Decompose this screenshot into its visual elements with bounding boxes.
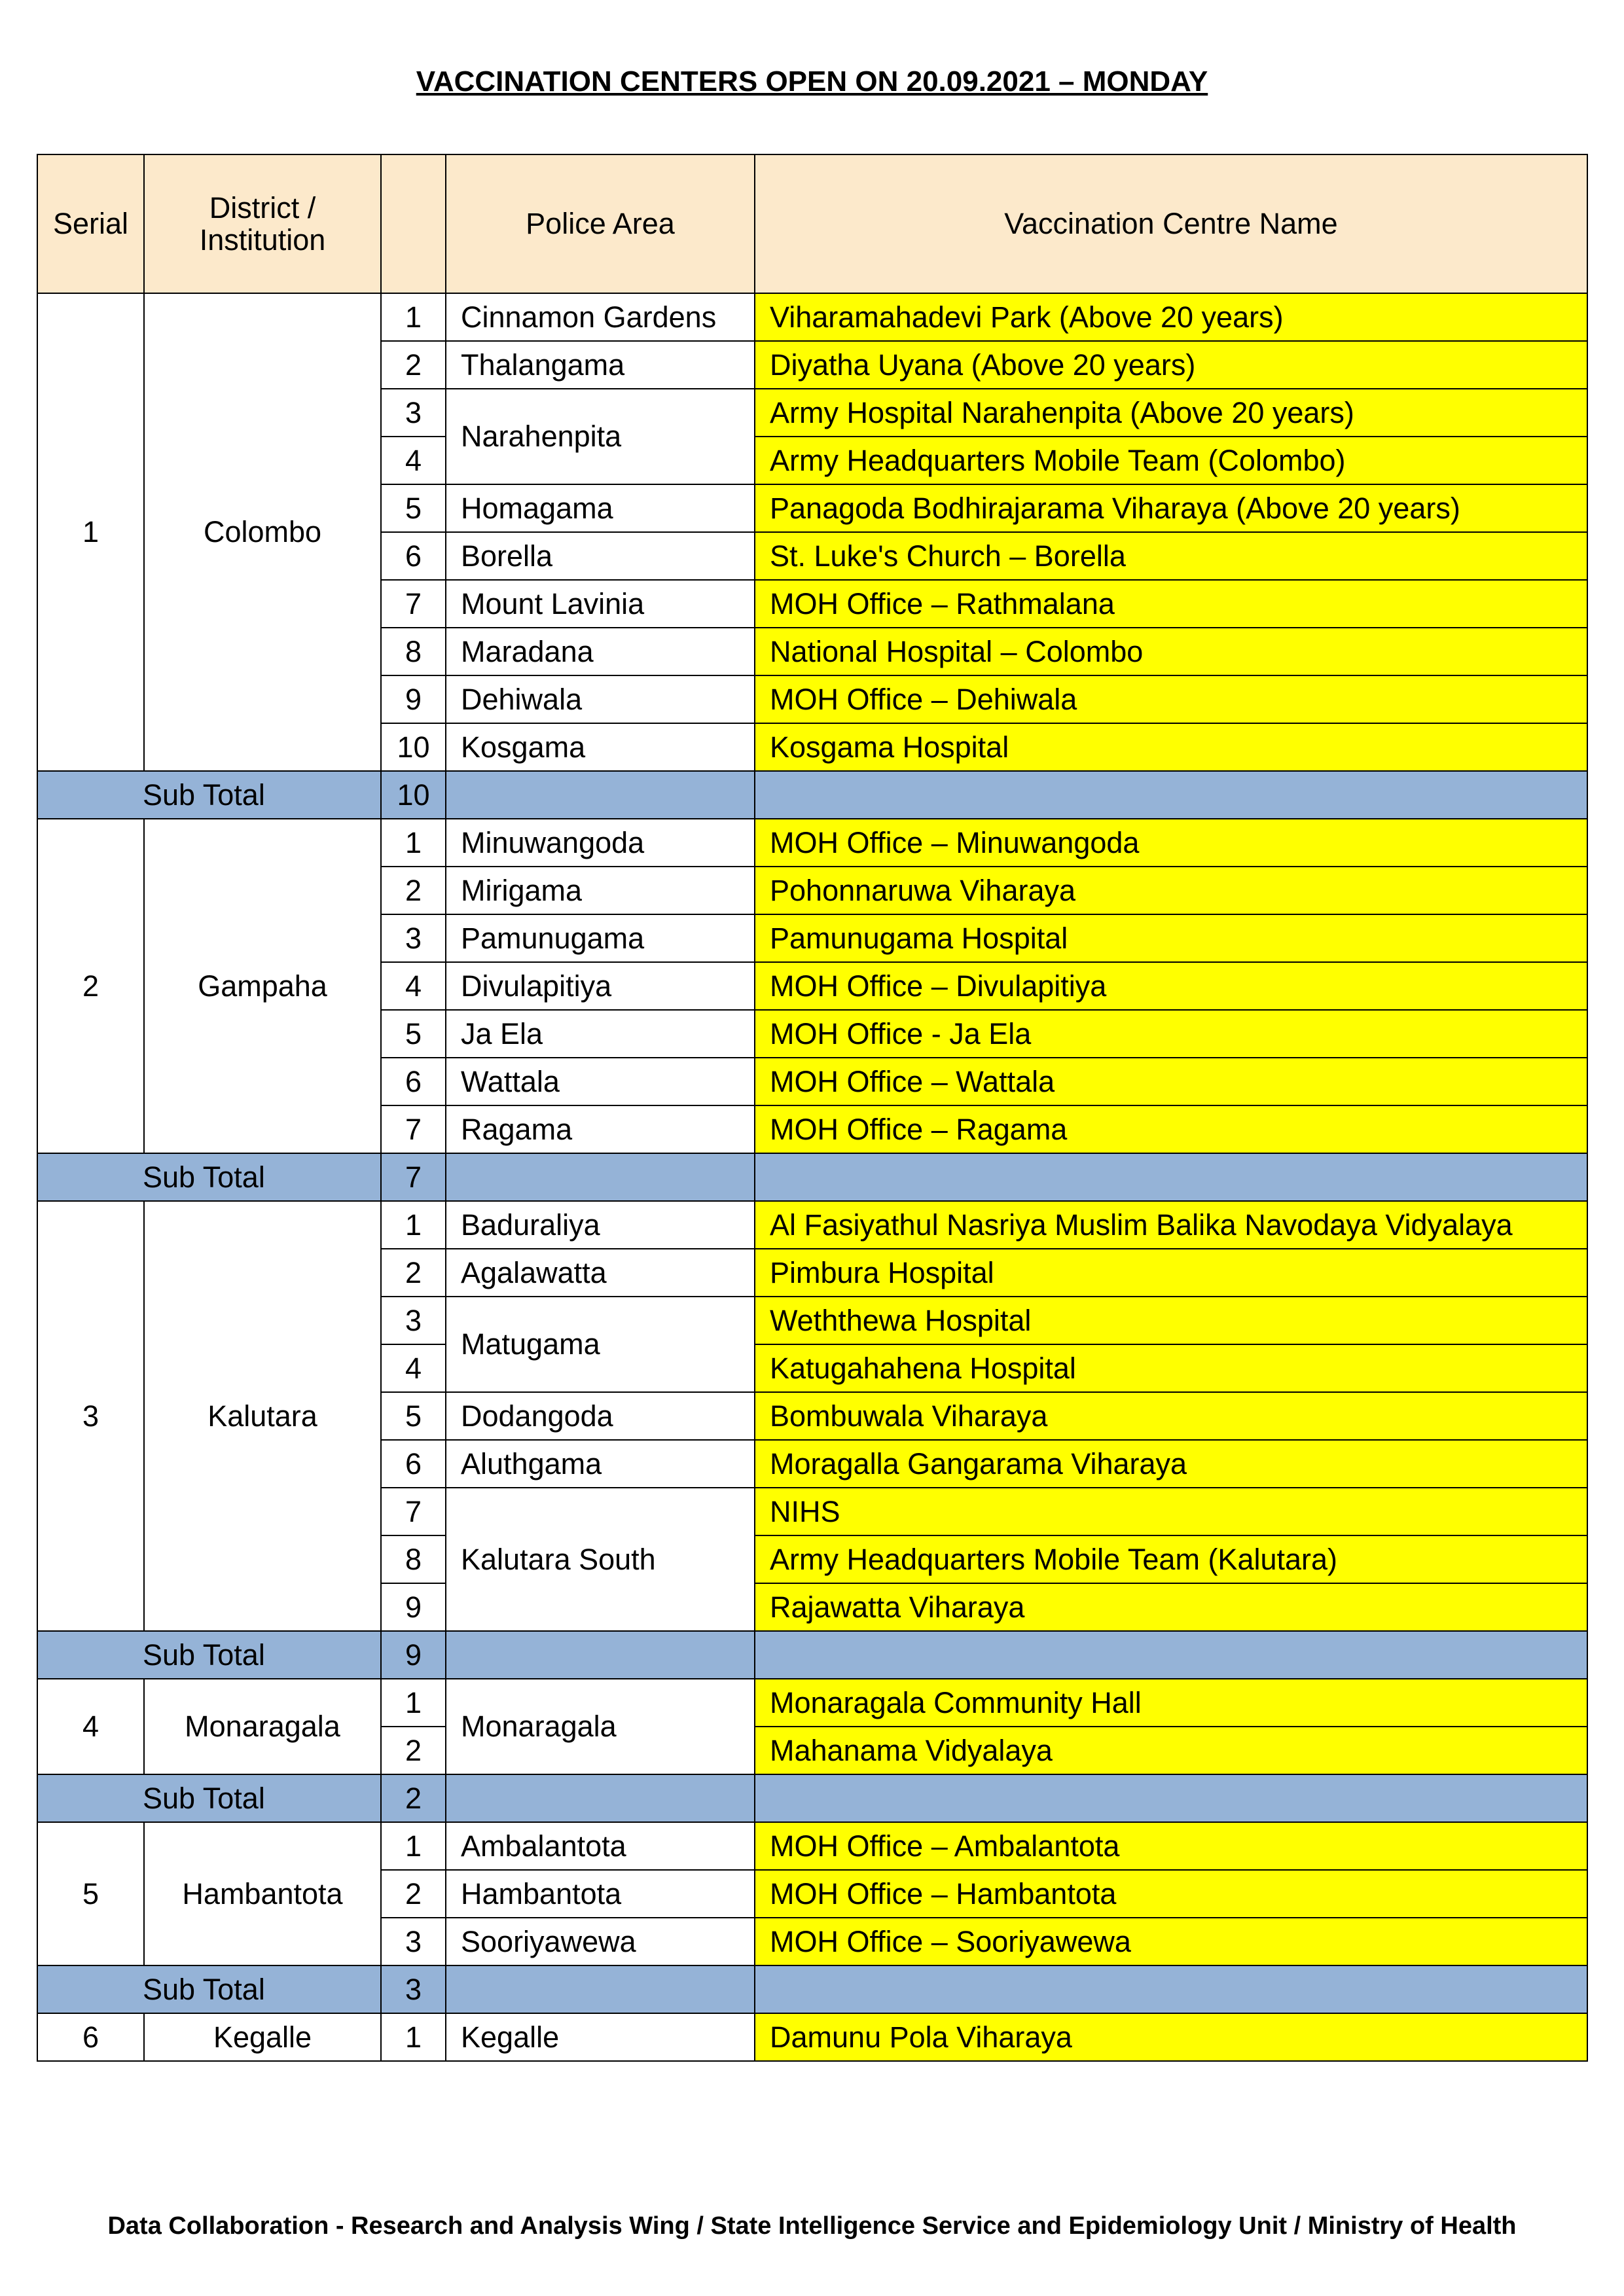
number-cell: 1 bbox=[381, 293, 446, 341]
vaccination-centre-cell: National Hospital – Colombo bbox=[755, 628, 1587, 675]
vaccination-centre-cell: Rajawatta Viharaya bbox=[755, 1583, 1587, 1631]
number-cell: 7 bbox=[381, 1105, 446, 1153]
subtotal-count: 3 bbox=[381, 1965, 446, 2013]
footer-credit: Data Collaboration - Research and Analysis Wing / State Intelligence Service and Epidemiology Unit / Ministry of Health bbox=[107, 2212, 1517, 2240]
vaccination-centres-table bbox=[37, 154, 1588, 2062]
district-cell: Kegalle bbox=[144, 2013, 381, 2061]
number-cell: 2 bbox=[381, 341, 446, 389]
subtotal-label: Sub Total bbox=[37, 1965, 381, 2013]
number-cell: 10 bbox=[381, 723, 446, 771]
subtotal-row bbox=[37, 771, 1587, 819]
district-cell: Gampaha bbox=[144, 819, 381, 1153]
subtotal-empty-cell bbox=[446, 1965, 755, 2013]
number-cell: 3 bbox=[381, 914, 446, 962]
number-cell: 5 bbox=[381, 1010, 446, 1058]
police-area-cell: Ambalantota bbox=[446, 1822, 755, 1870]
table-body bbox=[37, 293, 1587, 2061]
subtotal-empty-cell bbox=[755, 1153, 1587, 1201]
number-cell: 6 bbox=[381, 532, 446, 580]
vaccination-centre-cell: Army Headquarters Mobile Team (Kalutara) bbox=[755, 1535, 1587, 1583]
table-row bbox=[37, 1679, 1587, 1727]
number-cell: 5 bbox=[381, 484, 446, 532]
police-area-cell: Mount Lavinia bbox=[446, 580, 755, 628]
subtotal-empty-cell bbox=[446, 1631, 755, 1679]
police-area-cell: Monaragala bbox=[446, 1679, 755, 1774]
district-cell: Monaragala bbox=[144, 1679, 381, 1774]
number-cell: 1 bbox=[381, 1822, 446, 1870]
vaccination-centre-cell: Katugahahena Hospital bbox=[755, 1344, 1587, 1392]
number-cell: 4 bbox=[381, 1344, 446, 1392]
number-cell: 5 bbox=[381, 1392, 446, 1440]
vaccination-centre-cell: MOH Office – Minuwangoda bbox=[755, 819, 1587, 867]
police-area-cell: Dehiwala bbox=[446, 675, 755, 723]
vaccination-centre-cell: Panagoda Bodhirajarama Viharaya (Above 20 years) bbox=[755, 484, 1587, 532]
vaccination-centre-cell: MOH Office – Ragama bbox=[755, 1105, 1587, 1153]
header-police-area: Police Area bbox=[446, 154, 755, 293]
vaccination-centre-cell: Weththewa Hospital bbox=[755, 1297, 1587, 1344]
number-cell: 2 bbox=[381, 867, 446, 914]
vaccination-centre-cell: MOH Office – Dehiwala bbox=[755, 675, 1587, 723]
subtotal-count: 7 bbox=[381, 1153, 446, 1201]
vaccination-centre-cell: Monaragala Community Hall bbox=[755, 1679, 1587, 1727]
vaccination-centre-cell: Kosgama Hospital bbox=[755, 723, 1587, 771]
number-cell: 9 bbox=[381, 675, 446, 723]
subtotal-row bbox=[37, 1631, 1587, 1679]
vaccination-centre-cell: Mahanama Vidyalaya bbox=[755, 1727, 1587, 1774]
subtotal-empty-cell bbox=[446, 1774, 755, 1822]
number-cell: 3 bbox=[381, 389, 446, 437]
vaccination-centre-cell: Pohonnaruwa Viharaya bbox=[755, 867, 1587, 914]
table-row bbox=[37, 1201, 1587, 1249]
police-area-cell: Mirigama bbox=[446, 867, 755, 914]
subtotal-empty-cell bbox=[755, 771, 1587, 819]
police-area-cell: Narahenpita bbox=[446, 389, 755, 484]
header-vaccination-centre: Vaccination Centre Name bbox=[755, 154, 1587, 293]
police-area-cell: Agalawatta bbox=[446, 1249, 755, 1297]
subtotal-count: 9 bbox=[381, 1631, 446, 1679]
number-cell: 2 bbox=[381, 1727, 446, 1774]
vaccination-centre-cell: Pamunugama Hospital bbox=[755, 914, 1587, 962]
number-cell: 1 bbox=[381, 2013, 446, 2061]
serial-cell: 1 bbox=[37, 293, 144, 771]
number-cell: 3 bbox=[381, 1918, 446, 1965]
number-cell: 3 bbox=[381, 1297, 446, 1344]
vaccination-centre-cell: Army Hospital Narahenpita (Above 20 years) bbox=[755, 389, 1587, 437]
header-serial: Serial bbox=[37, 154, 144, 293]
district-cell: Colombo bbox=[144, 293, 381, 771]
subtotal-label: Sub Total bbox=[37, 771, 381, 819]
vaccination-centre-cell: Pimbura Hospital bbox=[755, 1249, 1587, 1297]
serial-cell: 4 bbox=[37, 1679, 144, 1774]
subtotal-label: Sub Total bbox=[37, 1153, 381, 1201]
number-cell: 2 bbox=[381, 1249, 446, 1297]
vaccination-centre-cell: MOH Office – Hambantota bbox=[755, 1870, 1587, 1918]
vaccination-centre-cell: St. Luke's Church – Borella bbox=[755, 532, 1587, 580]
police-area-cell: Kalutara South bbox=[446, 1488, 755, 1631]
number-cell: 1 bbox=[381, 1201, 446, 1249]
district-cell: Hambantota bbox=[144, 1822, 381, 1965]
police-area-cell: Ragama bbox=[446, 1105, 755, 1153]
header-district: District / Institution bbox=[144, 154, 381, 293]
serial-cell: 5 bbox=[37, 1822, 144, 1965]
subtotal-label: Sub Total bbox=[37, 1774, 381, 1822]
vaccination-centre-cell: MOH Office – Rathmalana bbox=[755, 580, 1587, 628]
vaccination-centre-cell: MOH Office – Sooriyawewa bbox=[755, 1918, 1587, 1965]
subtotal-count: 2 bbox=[381, 1774, 446, 1822]
number-cell: 9 bbox=[381, 1583, 446, 1631]
police-area-cell: Sooriyawewa bbox=[446, 1918, 755, 1965]
vaccination-centre-cell: Viharamahadevi Park (Above 20 years) bbox=[755, 293, 1587, 341]
vaccination-centre-cell: Moragalla Gangarama Viharaya bbox=[755, 1440, 1587, 1488]
subtotal-empty-cell bbox=[755, 1631, 1587, 1679]
police-area-cell: Dodangoda bbox=[446, 1392, 755, 1440]
subtotal-label: Sub Total bbox=[37, 1631, 381, 1679]
table-row bbox=[37, 293, 1587, 341]
police-area-cell: Pamunugama bbox=[446, 914, 755, 962]
number-cell: 2 bbox=[381, 1870, 446, 1918]
subtotal-empty-cell bbox=[755, 1965, 1587, 2013]
vaccination-centre-cell: Army Headquarters Mobile Team (Colombo) bbox=[755, 437, 1587, 484]
header-number bbox=[381, 154, 446, 293]
police-area-cell: Minuwangoda bbox=[446, 819, 755, 867]
number-cell: 8 bbox=[381, 628, 446, 675]
subtotal-row bbox=[37, 1965, 1587, 2013]
police-area-cell: Thalangama bbox=[446, 341, 755, 389]
number-cell: 1 bbox=[381, 819, 446, 867]
police-area-cell: Kegalle bbox=[446, 2013, 755, 2061]
police-area-cell: Wattala bbox=[446, 1058, 755, 1105]
subtotal-count: 10 bbox=[381, 771, 446, 819]
police-area-cell: Maradana bbox=[446, 628, 755, 675]
police-area-cell: Baduraliya bbox=[446, 1201, 755, 1249]
vaccination-centre-cell: MOH Office – Divulapitiya bbox=[755, 962, 1587, 1010]
serial-cell: 6 bbox=[37, 2013, 144, 2061]
subtotal-empty-cell bbox=[446, 771, 755, 819]
table-row bbox=[37, 1822, 1587, 1870]
header-row bbox=[37, 154, 1587, 293]
district-cell: Kalutara bbox=[144, 1201, 381, 1631]
number-cell: 7 bbox=[381, 580, 446, 628]
vaccination-centre-cell: MOH Office – Ambalantota bbox=[755, 1822, 1587, 1870]
police-area-cell: Cinnamon Gardens bbox=[446, 293, 755, 341]
serial-cell: 2 bbox=[37, 819, 144, 1153]
vaccination-centre-cell: Al Fasiyathul Nasriya Muslim Balika Navodaya Vidyalaya bbox=[755, 1201, 1587, 1249]
page-title: VACCINATION CENTERS OPEN ON 20.09.2021 – MONDAY bbox=[416, 65, 1208, 98]
vaccination-centre-cell: Bombuwala Viharaya bbox=[755, 1392, 1587, 1440]
number-cell: 4 bbox=[381, 962, 446, 1010]
number-cell: 6 bbox=[381, 1440, 446, 1488]
vaccination-centre-cell: NIHS bbox=[755, 1488, 1587, 1535]
police-area-cell: Hambantota bbox=[446, 1870, 755, 1918]
vaccination-centre-cell: MOH Office - Ja Ela bbox=[755, 1010, 1587, 1058]
number-cell: 6 bbox=[381, 1058, 446, 1105]
police-area-cell: Ja Ela bbox=[446, 1010, 755, 1058]
police-area-cell: Homagama bbox=[446, 484, 755, 532]
vaccination-centre-cell: Diyatha Uyana (Above 20 years) bbox=[755, 341, 1587, 389]
table-row bbox=[37, 819, 1587, 867]
number-cell: 8 bbox=[381, 1535, 446, 1583]
police-area-cell: Divulapitiya bbox=[446, 962, 755, 1010]
subtotal-row bbox=[37, 1774, 1587, 1822]
number-cell: 1 bbox=[381, 1679, 446, 1727]
police-area-cell: Kosgama bbox=[446, 723, 755, 771]
subtotal-empty-cell bbox=[446, 1153, 755, 1201]
subtotal-row bbox=[37, 1153, 1587, 1201]
police-area-cell: Matugama bbox=[446, 1297, 755, 1392]
subtotal-empty-cell bbox=[755, 1774, 1587, 1822]
vaccination-centre-cell: Damunu Pola Viharaya bbox=[755, 2013, 1587, 2061]
police-area-cell: Aluthgama bbox=[446, 1440, 755, 1488]
table-row bbox=[37, 2013, 1587, 2061]
number-cell: 4 bbox=[381, 437, 446, 484]
serial-cell: 3 bbox=[37, 1201, 144, 1631]
number-cell: 7 bbox=[381, 1488, 446, 1535]
vaccination-centre-cell: MOH Office – Wattala bbox=[755, 1058, 1587, 1105]
police-area-cell: Borella bbox=[446, 532, 755, 580]
